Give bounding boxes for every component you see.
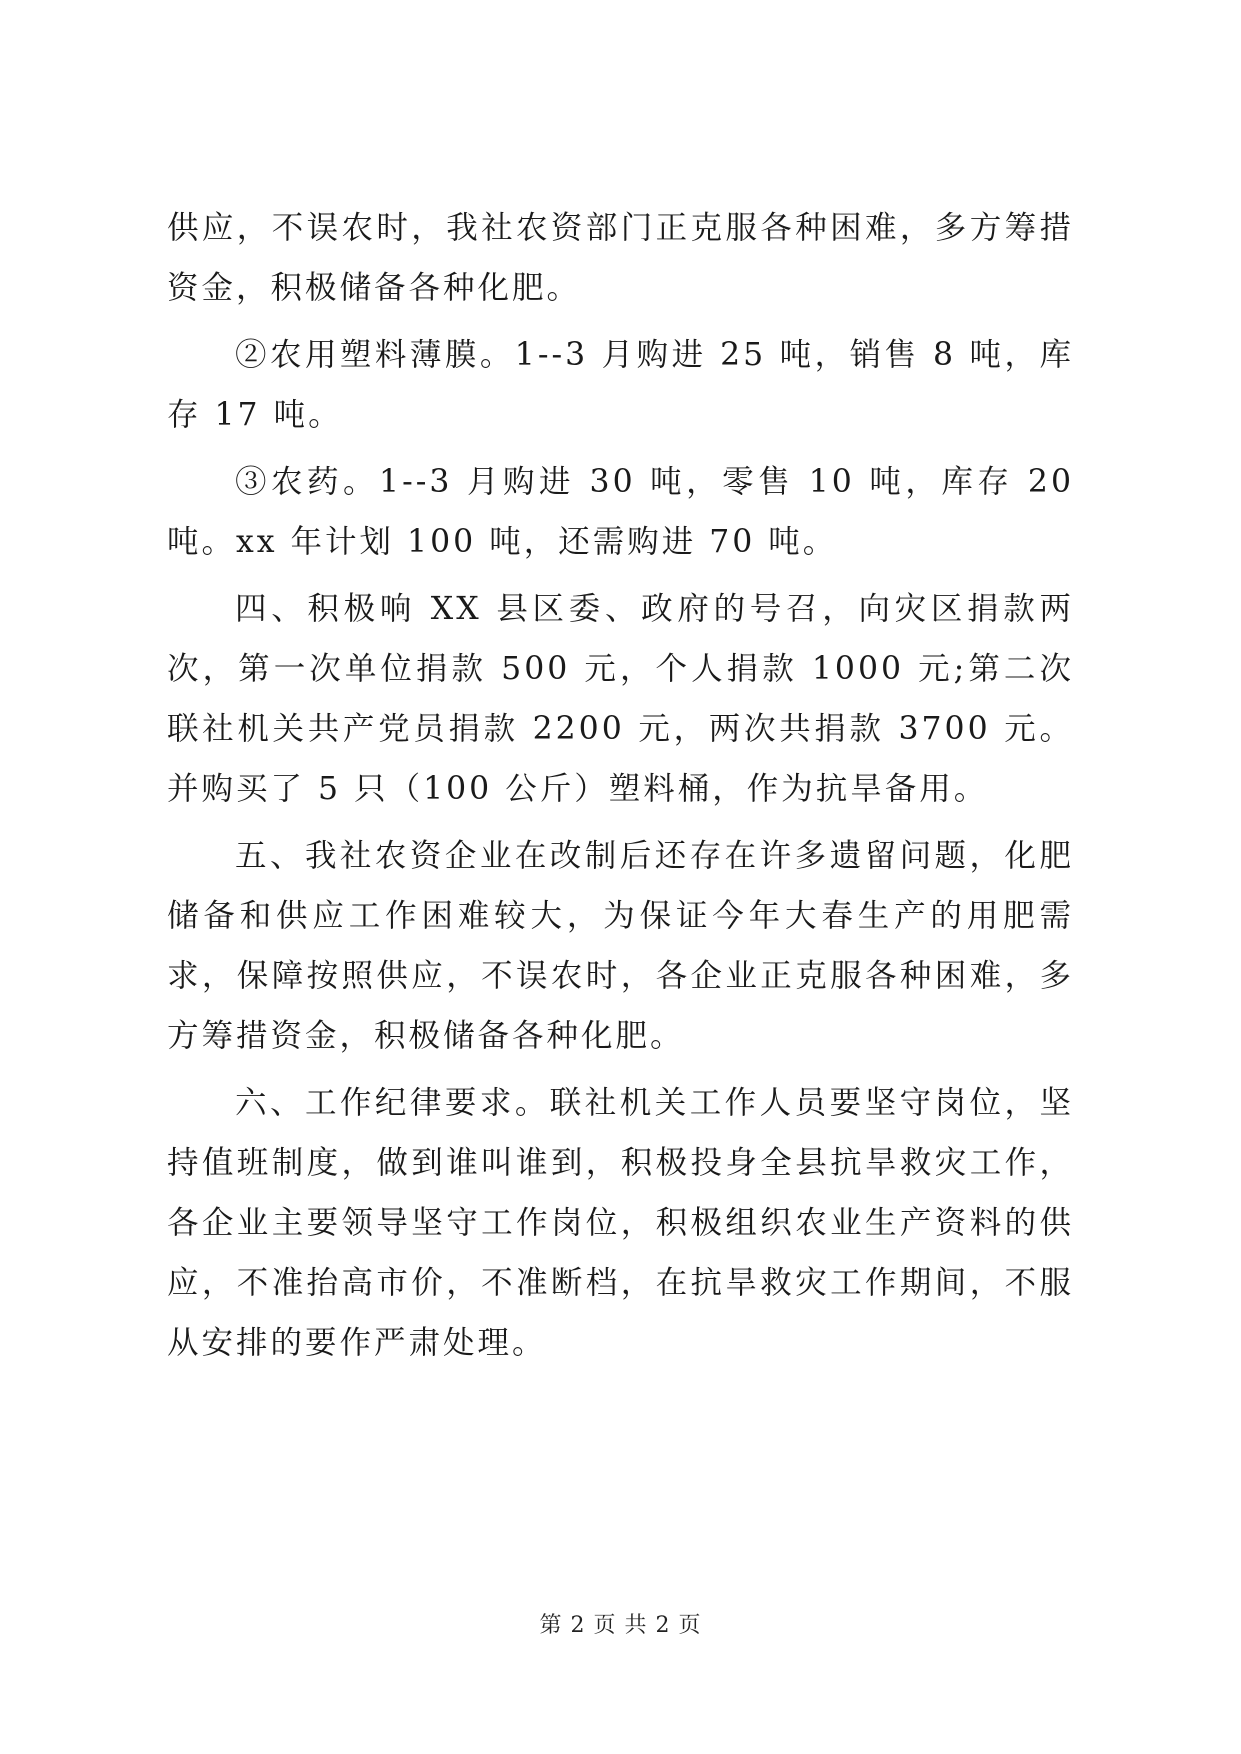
document-body — [167, 198, 1074, 1380]
paragraph-plastic-film: ②农用塑料薄膜。1--3 月购进 25 吨，销售 8 吨，库存 17 吨。 — [167, 337, 1074, 433]
paragraph-work-discipline: 六、工作纪律要求。联社机关工作人员要坚守岗位，坚持值班制度，做到谁叫谁到，积极投身全县抗旱救灾工作，各企业主要领导坚守工作岗位，积极组织农业生产资料的供应，不准抬高市价，不准断档，在抗旱救灾工作期间，不服从安排的要作严肃处理。 — [167, 1085, 1074, 1361]
paragraph-fertilizer-reserve: 五、我社农资企业在改制后还存在许多遗留问题，化肥储备和供应工作困难较大，为保证今年大春生产的用肥需求，保障按照供应，不误农时，各企业正克服各种困难，多方筹措资金，积极储备各种化肥。 — [167, 838, 1074, 1054]
page-number-footer: 第 2 页 共 2 页 — [539, 1613, 702, 1638]
paragraph-donation: 四、积极响 XX 县区委、政府的号召，向灾区捐款两次，第一次单位捐款 500 元，个人捐款 1000 元;第二次联社机关共产党员捐款 2200 元，两次共捐款 3700 元。并购买了 5 只（100 公斤）塑料桶，作为抗旱备用。 — [167, 591, 1074, 807]
paragraph-pesticide: ③农药。1--3 月购进 30 吨，零售 10 吨，库存 20 吨。xx 年计划 100 吨，还需购进 70 吨。 — [167, 464, 1074, 560]
paragraph-continuation: 供应，不误农时，我社农资部门正克服各种困难，多方筹措资金，积极储备各种化肥。 — [167, 210, 1074, 306]
